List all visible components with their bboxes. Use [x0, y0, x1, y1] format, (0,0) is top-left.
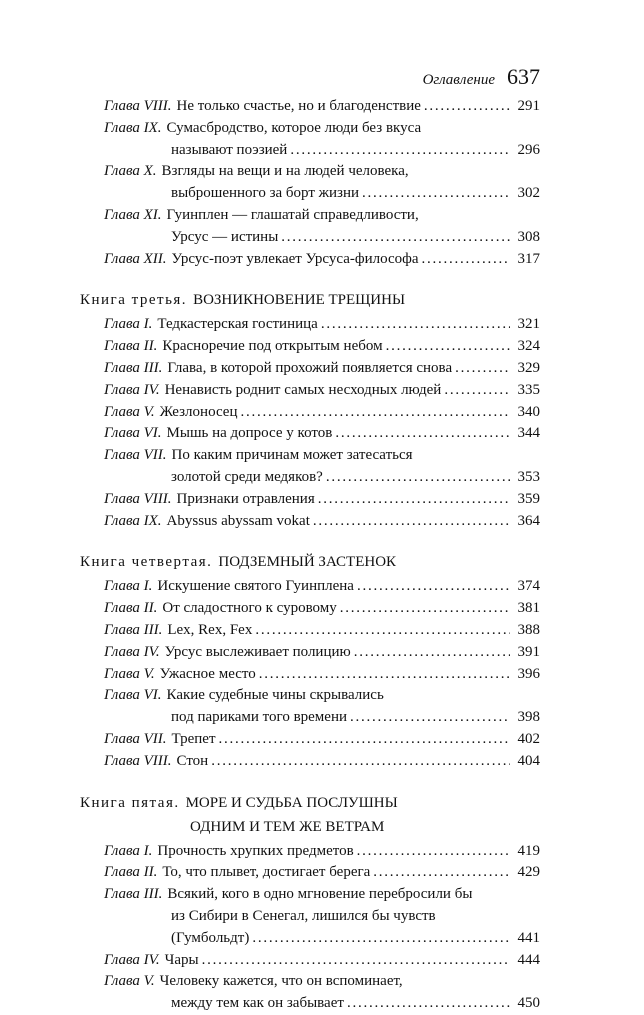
toc-entry[interactable]	[80, 642, 540, 664]
chapter-title: По каким причинам может затесаться	[171, 447, 413, 464]
chapter-title: Урсус-поэт увлекает Урсуса-философа	[171, 250, 419, 267]
chapter-title: Какие судебные чины скрывались	[166, 687, 384, 704]
dot-leader	[350, 707, 510, 729]
dot-leader	[321, 314, 510, 336]
chapter-number: Глава VIII.	[104, 490, 172, 507]
chapter-title: Человеку кажется, что он вспоминает,	[159, 973, 403, 990]
chapter-number: Глава VIII.	[104, 752, 172, 769]
chapter-page-number: 396	[517, 665, 540, 682]
chapter-page-number: 324	[517, 338, 540, 355]
chapter-page-number: 450	[517, 995, 540, 1012]
toc-entry[interactable]	[80, 971, 540, 1015]
chapter-page-number: 391	[517, 643, 540, 660]
chapter-title: Тедкастерская гостиница	[157, 316, 318, 333]
chapter-number: Глава III.	[104, 886, 163, 903]
toc-entry-line	[104, 620, 540, 642]
chapter-title: Мышь на допросе у котов	[166, 425, 333, 442]
toc-entry-line	[104, 445, 540, 467]
chapter-number: Глава IV.	[104, 643, 160, 660]
toc-entry-line	[104, 402, 540, 424]
toc-entry-line	[104, 884, 540, 906]
book-heading-prefix: Книга пятая.	[80, 794, 180, 811]
chapter-page-number: 329	[517, 359, 540, 376]
book-heading-title-line2: ОДНИМ И ТЕМ ЖЕ ВЕТРАМ	[190, 818, 385, 835]
chapter-number: Глава I.	[104, 842, 153, 859]
toc-entry-line	[104, 336, 540, 358]
dot-leader	[326, 467, 510, 489]
chapter-page-number: 321	[517, 316, 540, 333]
chapter-page-number: 444	[517, 951, 540, 968]
toc-entry-line	[104, 96, 540, 118]
dot-leader	[255, 620, 510, 642]
dot-leader	[335, 423, 510, 445]
toc-entry[interactable]	[80, 358, 540, 380]
chapter-title: называют поэзией	[171, 141, 288, 158]
dot-leader	[354, 642, 510, 664]
dot-leader	[357, 576, 510, 598]
toc-entry-line	[104, 598, 540, 620]
book-heading	[80, 550, 540, 574]
dot-leader	[444, 380, 510, 402]
toc-entry-line	[104, 380, 540, 402]
dot-leader	[318, 489, 510, 511]
book-heading	[80, 791, 540, 839]
chapter-title: Сумасбродство, которое люди без вкуса	[166, 119, 422, 136]
chapter-title: Урсус выслеживает полицию	[164, 643, 351, 660]
chapter-number: Глава V.	[104, 973, 155, 990]
chapter-number: Глава V.	[104, 403, 155, 420]
chapter-title: Жезлоносец	[159, 403, 238, 420]
toc-entry-line	[104, 729, 540, 751]
toc-entry-continuation-line	[104, 906, 540, 928]
toc-entry-continuation-line	[104, 227, 540, 249]
chapter-title: из Сибири в Сенегал, лишился бы чувств	[171, 907, 436, 924]
chapter-number: Глава XII.	[104, 250, 167, 267]
chapter-title: Ненависть роднит самых несходных людей	[164, 381, 442, 398]
chapter-title: Стон	[176, 752, 209, 769]
dot-leader	[422, 249, 510, 271]
dot-leader	[347, 993, 510, 1015]
chapter-number: Глава IV.	[104, 381, 160, 398]
toc-entry-line	[104, 664, 540, 686]
chapter-number: Глава VI.	[104, 687, 162, 704]
chapter-title: То, что плывет, достигает берега	[162, 864, 371, 881]
chapter-title: Урсус — истины	[171, 228, 279, 245]
chapter-page-number: 404	[517, 752, 540, 769]
chapter-title: Ужасное место	[159, 665, 256, 682]
chapter-page-number: 359	[517, 490, 540, 507]
chapter-page-number: 398	[517, 709, 540, 726]
toc-entry-continuation-line	[104, 993, 540, 1015]
book-heading-prefix: Книга четвертая.	[80, 554, 213, 571]
dot-leader	[313, 511, 510, 533]
chapter-page-number: 340	[517, 403, 540, 420]
chapter-number: Глава I.	[104, 578, 153, 595]
chapter-title: Искушение святого Гуинплена	[157, 578, 354, 595]
toc-entry[interactable]	[80, 205, 540, 249]
dot-leader	[240, 402, 510, 424]
page-number: 637	[507, 64, 540, 89]
chapter-page-number: 381	[517, 600, 540, 617]
chapter-title: Признаки отравления	[176, 490, 315, 507]
toc-entry-line	[104, 841, 540, 863]
chapter-number: Глава VII.	[104, 730, 167, 747]
chapter-number: Глава IX.	[104, 512, 162, 529]
toc-entry[interactable]	[80, 380, 540, 402]
chapter-number: Глава IX.	[104, 119, 162, 136]
toc-book-section	[80, 550, 540, 772]
chapter-title: Чары	[164, 951, 199, 968]
toc-entry[interactable]	[80, 729, 540, 751]
dot-leader	[202, 950, 510, 972]
chapter-title: Abyssus abyssam vokat	[166, 512, 310, 529]
chapter-title: между тем как он забывает	[171, 995, 344, 1012]
dot-leader	[362, 183, 510, 205]
chapter-page-number: 441	[517, 929, 540, 946]
chapter-title: под париками того времени	[171, 709, 348, 726]
chapter-title: Глава, в которой прохожий появляется снова	[167, 359, 453, 376]
toc-book-section	[80, 96, 540, 270]
toc-entry[interactable]	[80, 511, 540, 533]
chapter-title: выброшенного за борт жизни	[171, 185, 360, 202]
toc-entry-line	[104, 423, 540, 445]
chapter-page-number: 364	[517, 512, 540, 529]
book-heading-title: МОРЕ И СУДЬБА ПОСЛУШНЫ	[185, 794, 398, 811]
chapter-number: Глава IV.	[104, 951, 160, 968]
chapter-page-number: 388	[517, 621, 540, 638]
toc-entry[interactable]	[80, 950, 540, 972]
toc-entry[interactable]	[80, 489, 540, 511]
toc-entry-line	[104, 489, 540, 511]
toc-entry-line	[104, 249, 540, 271]
toc-entry[interactable]	[80, 336, 540, 358]
chapter-number: Глава III.	[104, 621, 163, 638]
chapter-number: Глава V.	[104, 665, 155, 682]
chapter-title: Красноречие под открытым небом	[162, 338, 383, 355]
chapter-number: Глава I.	[104, 316, 153, 333]
chapter-page-number: 429	[517, 864, 540, 881]
chapter-number: Глава VI.	[104, 425, 162, 442]
chapter-page-number: 402	[517, 730, 540, 747]
chapter-page-number: 344	[517, 425, 540, 442]
dot-leader	[373, 862, 510, 884]
toc-entry[interactable]	[80, 685, 540, 729]
chapter-page-number: 317	[517, 250, 540, 267]
dot-leader	[211, 751, 510, 773]
chapter-page-number: 296	[517, 141, 540, 158]
book-heading-prefix: Книга третья.	[80, 292, 188, 309]
toc-entry-line	[104, 862, 540, 884]
chapter-page-number: 374	[517, 578, 540, 595]
toc-entry[interactable]	[80, 751, 540, 773]
dot-leader	[357, 841, 510, 863]
toc-entry[interactable]	[80, 445, 540, 489]
chapter-title: Lex, Rex, Fex	[167, 621, 253, 638]
toc-entry-continuation-line	[104, 707, 540, 729]
chapter-number: Глава VIII.	[104, 98, 172, 114]
toc-entry-line	[104, 950, 540, 972]
toc-book-section	[80, 288, 540, 532]
chapter-page-number: 335	[517, 381, 540, 398]
chapter-number: Глава XI.	[104, 206, 162, 223]
toc-entry-line	[104, 118, 540, 140]
toc-entry[interactable]	[80, 402, 540, 424]
chapter-number: Глава II.	[104, 338, 158, 355]
toc-entry-continuation-line	[104, 183, 540, 205]
dot-leader	[386, 336, 510, 358]
chapter-page-number: 419	[517, 842, 540, 859]
chapter-number: Глава VII.	[104, 447, 167, 464]
toc-entry[interactable]	[80, 161, 540, 205]
toc-entry-line	[104, 576, 540, 598]
chapter-title: Гуинплен — глашатай справедливости,	[166, 206, 419, 223]
table-of-contents	[80, 96, 540, 1015]
running-head-title: Оглавление	[422, 72, 495, 88]
chapter-title: золотой среди медяков?	[171, 468, 323, 485]
chapter-page-number: 308	[517, 228, 540, 245]
dot-leader	[252, 928, 510, 950]
running-head	[423, 64, 540, 90]
dot-leader	[259, 664, 510, 686]
dot-leader	[424, 96, 510, 118]
chapter-title: От сладостного к суровому	[162, 600, 337, 617]
toc-entry[interactable]	[80, 576, 540, 598]
toc-entry[interactable]	[80, 118, 540, 162]
toc-entry[interactable]	[80, 598, 540, 620]
chapter-title: Трепет	[171, 730, 216, 747]
toc-entry[interactable]	[80, 862, 540, 884]
toc-entry[interactable]	[80, 314, 540, 336]
chapter-number: Глава II.	[104, 600, 158, 617]
toc-entry[interactable]	[80, 884, 540, 949]
chapter-number: Глава III.	[104, 359, 163, 376]
toc-entry-line	[104, 358, 540, 380]
dot-leader	[455, 358, 510, 380]
toc-entry[interactable]	[80, 423, 540, 445]
toc-entry-line	[104, 642, 540, 664]
chapter-page-number: 353	[517, 468, 540, 485]
dot-leader	[281, 227, 510, 249]
toc-book-section	[80, 791, 540, 1015]
chapter-title: Взгляды на вещи и на людей человека,	[161, 163, 409, 180]
toc-entry-line	[104, 511, 540, 533]
toc-entry-continuation-line	[104, 928, 540, 950]
toc-entry[interactable]	[80, 841, 540, 863]
chapter-title: Не только счастье, но и благоденствие	[176, 98, 421, 114]
toc-entry-line	[104, 685, 540, 707]
chapter-title: Прочность хрупких предметов	[157, 842, 354, 859]
toc-entry-line	[104, 314, 540, 336]
book-heading	[80, 288, 540, 312]
toc-entry-continuation-line	[104, 140, 540, 162]
toc-entry[interactable]	[80, 96, 540, 118]
chapter-title: (Гумбольдт)	[171, 929, 250, 946]
chapter-number: Глава X.	[104, 163, 157, 180]
toc-entry-line	[104, 205, 540, 227]
chapter-page-number: 291	[517, 98, 540, 114]
chapter-number: Глава II.	[104, 864, 158, 881]
toc-entry[interactable]	[80, 664, 540, 686]
dot-leader	[340, 598, 510, 620]
chapter-page-number: 302	[517, 185, 540, 202]
chapter-title: Всякий, кого в одно мгновение перебросили бы	[167, 886, 473, 903]
toc-entry-line	[104, 971, 540, 993]
toc-entry-line	[104, 161, 540, 183]
dot-leader	[219, 729, 510, 751]
toc-entry-continuation-line	[104, 467, 540, 489]
toc-entry[interactable]	[80, 620, 540, 642]
toc-entry-line	[104, 751, 540, 773]
book-heading-title: ПОДЗЕМНЫЙ ЗАСТЕНОК	[218, 554, 397, 571]
dot-leader	[290, 140, 510, 162]
toc-entry[interactable]	[80, 249, 540, 271]
book-heading-title: ВОЗНИКНОВЕНИЕ ТРЕЩИНЫ	[193, 292, 406, 309]
